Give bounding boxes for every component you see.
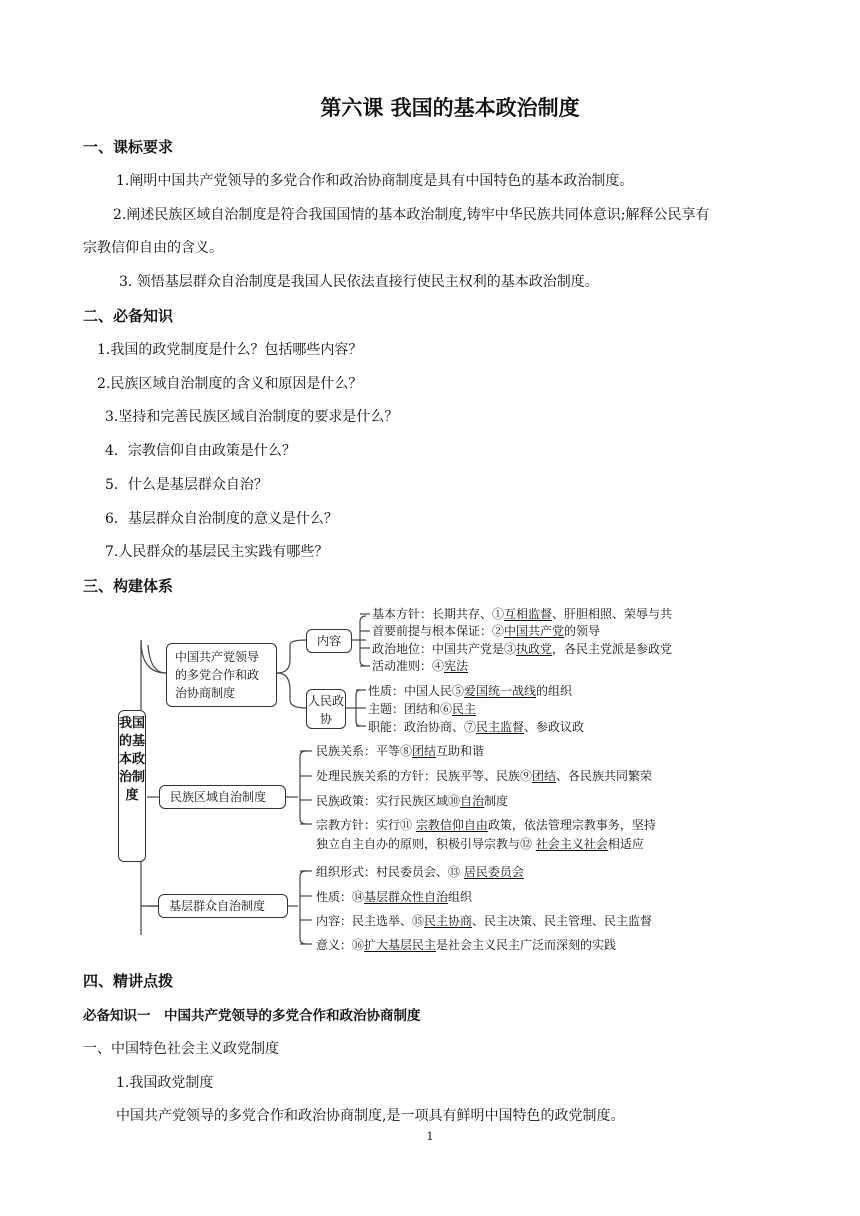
leaf-grassroots-form: 组织形式：村民委员会、⑬ 居民委员会 <box>316 865 524 879</box>
subsection-heading: 一、中国特色社会主义政党制度 <box>83 1041 279 1057</box>
section-heading-explanation: 四、精讲点拨 <box>83 972 174 990</box>
leaf-political-status: 政治地位：中国共产党是③执政党，各民主党派是参政党 <box>372 642 673 656</box>
mindmap-branch-party-system: 中国共产党领导的多党合作和政治协商制度 <box>166 643 277 707</box>
knowledge-item-6: 6．基层群众自治制度的意义是什么？ <box>105 511 338 527</box>
leaf-ethnic-relations: 民族关系：平等⑧团结互助和谐 <box>316 744 485 758</box>
knowledge-item-3: 3.坚持和完善民族区域自治制度的要求是什么？ <box>105 409 399 425</box>
leaf-basic-policy: 基本方针：长期共存、①互相监督、肝胆相照、荣辱与共 <box>372 607 673 621</box>
leaf-cppcc-nature: 性质：中国人民⑤爱国统一战线的组织 <box>368 684 573 698</box>
subsection-item: 1.我国政党制度 <box>116 1075 214 1091</box>
section-heading-knowledge: 二、必备知识 <box>83 307 174 325</box>
leaf-cppcc-function: 职能：政治协商、⑦民主监督、参政议政 <box>368 720 585 734</box>
standard-item-2-cont: 宗教信仰自由的含义。 <box>83 240 223 256</box>
leaf-premise: 首要前提与根本保证：②中国共产党的领导 <box>372 624 601 638</box>
leaf-grassroots-nature: 性质：⑭基层群众性自治组织 <box>316 890 473 904</box>
leaf-cppcc-theme: 主题：团结和⑥民主 <box>368 702 477 716</box>
knowledge-item-1: 1.我国的政党制度是什么？包括哪些内容？ <box>97 342 363 358</box>
leaf-ethnic-policy: 民族政策：实行民族区域⑩自治制度 <box>316 794 509 808</box>
knowledge-item-4: 4．宗教信仰自由政策是什么？ <box>105 443 296 459</box>
section-heading-standards: 一、课标要求 <box>83 138 174 156</box>
leaf-grassroots-meaning: 意义：⑯扩大基层民主是社会主义民主广泛而深刻的实践 <box>316 938 617 952</box>
leaf-religion-policy-cont: 独立自主自办的原则，积极引导宗教与⑫ 社会主义社会相适应 <box>316 837 644 851</box>
knowledge-point-title: 必备知识一 中国共产党领导的多党合作和政治协商制度 <box>83 1008 421 1024</box>
knowledge-item-2: 2.民族区域自治制度的含义和原因是什么？ <box>97 376 363 392</box>
leaf-activity-rule: 活动准则：④宪法 <box>372 659 469 673</box>
mindmap-branch-ethnic-autonomy: 民族区域自治制度 <box>159 785 286 809</box>
knowledge-item-5: 5．什么是基层群众自治？ <box>105 477 268 493</box>
leaf-grassroots-content: 内容：民主选举、⑮民主协商、民主决策、民主管理、民主监督 <box>316 914 653 928</box>
knowledge-item-7: 7.人民群众的基层民主实践有哪些？ <box>105 544 329 560</box>
mindmap-node-cppcc: 人民政协 <box>306 689 346 729</box>
page-number: 1 <box>426 1130 434 1143</box>
mindmap-node-content: 内容 <box>306 629 352 653</box>
body-paragraph: 中国共产党领导的多党合作和政治协商制度,是一项具有鲜明中国特色的政党制度。 <box>116 1108 625 1124</box>
standard-item-1: 1.阐明中国共产党领导的多党合作和政治协商制度是具有中国特色的基本政治制度。 <box>116 173 634 189</box>
leaf-ethnic-guideline: 处理民族关系的方针：民族平等、民族⑨团结、各民族共同繁荣 <box>316 769 653 783</box>
leaf-religion-policy: 宗教方针：实行⑪ 宗教信仰自由政策，依法管理宗教事务，坚持 <box>316 818 656 832</box>
mindmap-root: 我国的基本政治制度 <box>118 710 146 862</box>
standard-item-2: 2.阐述民族区域自治制度是符合我国国情的基本政治制度,铸牢中华民族共同体意识;解释公民享有 <box>113 207 710 223</box>
section-heading-system: 三、构建体系 <box>83 577 174 595</box>
page-title: 第六课 我国的基本政治制度 <box>320 96 580 120</box>
mindmap-branch-grassroots: 基层群众自治制度 <box>158 894 288 918</box>
standard-item-3: 3. 领悟基层群众自治制度是我国人民依法直接行使民主权利的基本政治制度。 <box>119 274 599 290</box>
